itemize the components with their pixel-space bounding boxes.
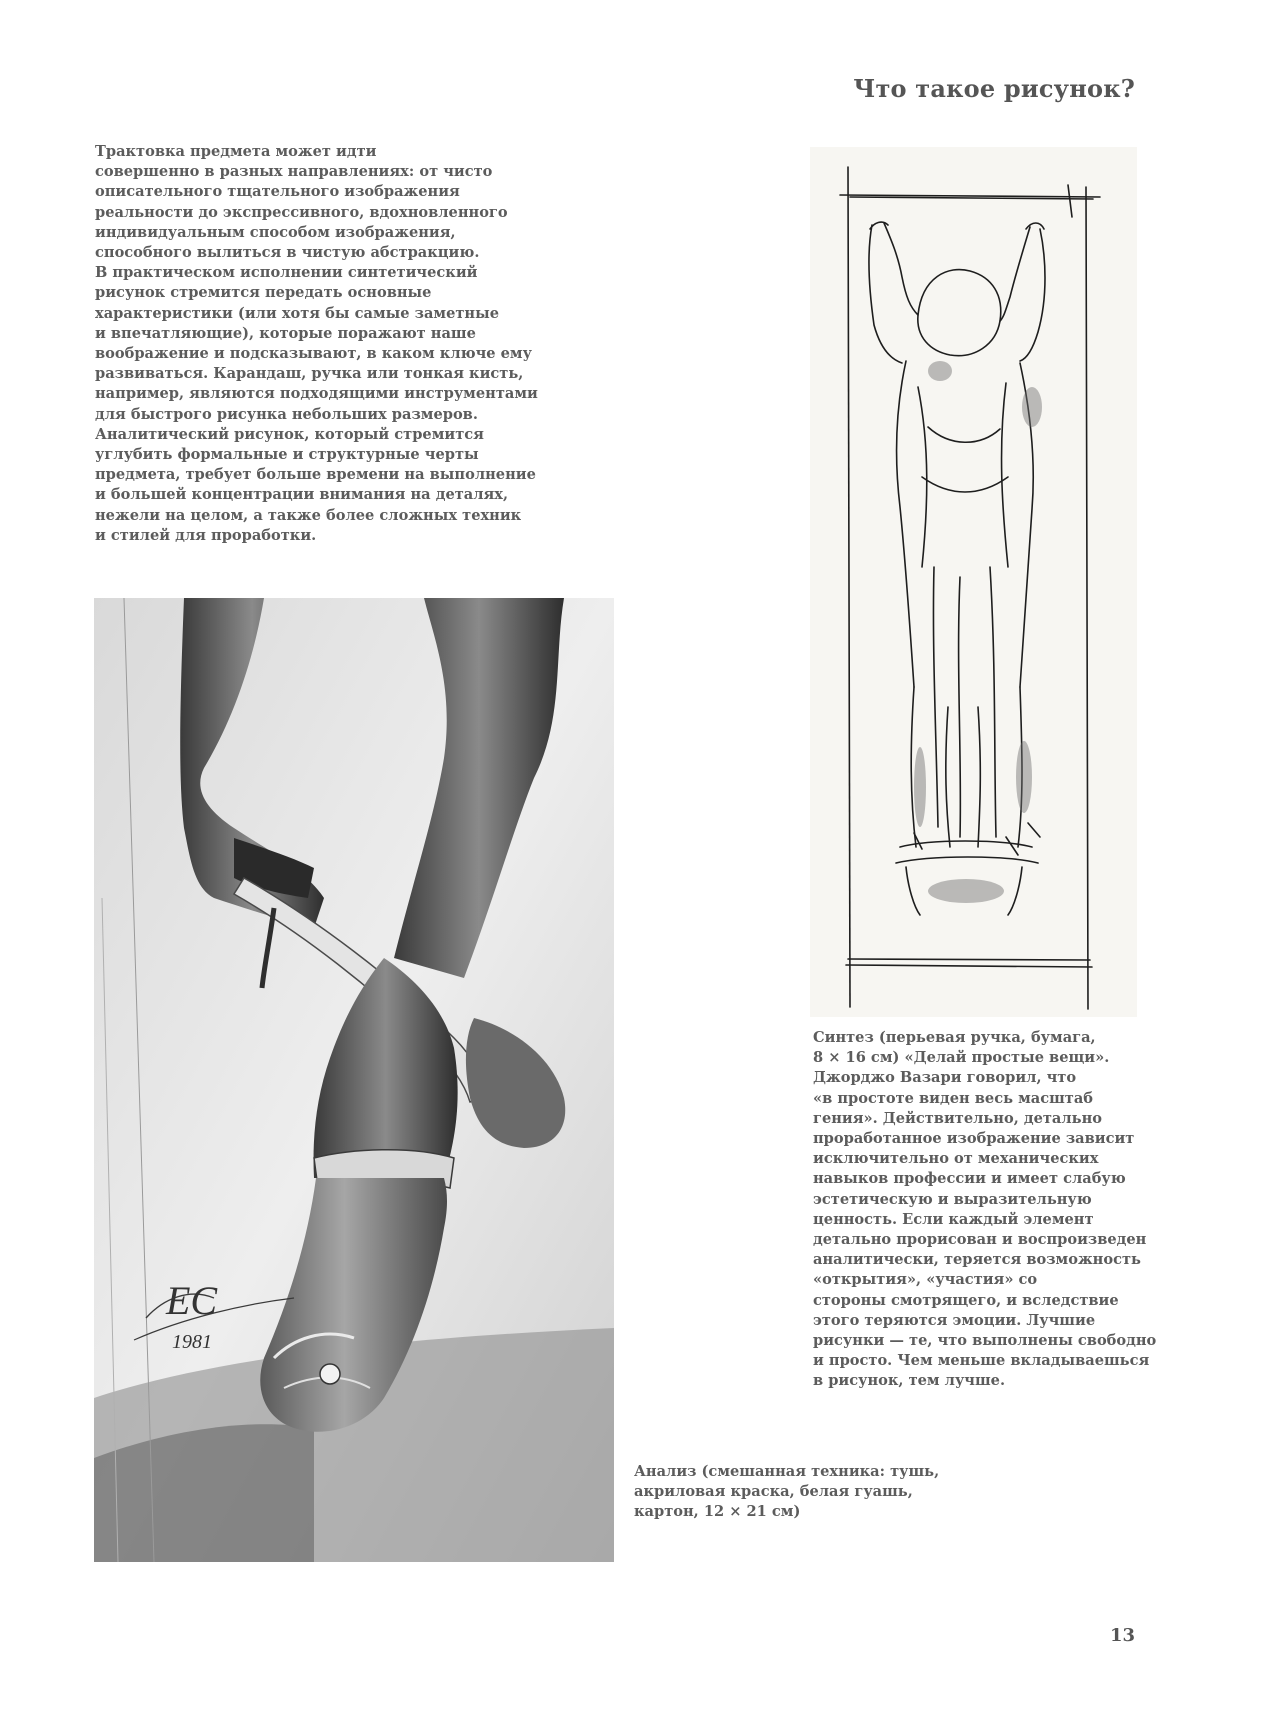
text-line: развиваться. Карандаш, ручка или тонкая кисть, [95,365,524,383]
text-line: рисунки — те, что выполнены свободно [813,1332,1157,1350]
text-line: например, являются подходящими инструментами [95,385,538,403]
text-line: «в простоте виден весь масштаб [813,1089,1094,1107]
text-line: «открытия», «участия» со [813,1271,1038,1289]
chapter-title: Что такое рисунок? [853,74,1135,103]
text-line: описательного тщательного изображения [95,183,460,201]
synthesis-caption [813,1028,1156,1392]
text-line: и большей концентрации внимания на деталях, [95,486,509,504]
text-line: Трактовка предмета может идти [95,143,377,160]
text-line: и стилей для проработки. [95,526,317,544]
text-line: проработанное изображение зависит [813,1130,1135,1148]
text-line: и впечатляющие), которые поражают наше [95,324,476,342]
text-line: навыков профессии и имеет слабую [813,1170,1126,1188]
text-line: Анализ (смешанная техника: тушь, [634,1463,940,1480]
text-line: В практическом исполнении синтетический [95,264,478,282]
text-line: характеристики (или хотя бы самые заметные [95,304,500,322]
text-line: углубить формальные и структурные черты [95,446,479,464]
text-line: картон, 12 × 21 см) [634,1503,801,1521]
text-line: стороны смотрящего, и вследствие [813,1291,1119,1309]
text-line: детально прорисован и воспроизведен [813,1231,1147,1249]
text-line: и просто. Чем меньше вкладываешься [813,1352,1150,1370]
text-line: Аналитический рисунок, который стремится [95,425,484,443]
text-line: гения». Действительно, детально [813,1109,1102,1127]
ballet-shoe-drawing [94,598,614,1562]
signature-year: 1981 [172,1331,212,1353]
signature-initials: EC [166,1278,218,1323]
text-line: Джорджо Вазари говорил, что [813,1069,1077,1087]
text-line: акриловая краска, белая гуашь, [634,1483,913,1501]
text-line: Синтез (перьевая ручка, бумага, [813,1029,1096,1046]
text-line: в рисунок, тем лучше. [813,1372,1006,1390]
text-line: реальности до экспрессивного, вдохновленного [95,203,508,221]
text-line: воображение и подсказывают, в каком ключе ему [95,345,532,363]
text-line: предмета, требует больше времени на выполнение [95,466,536,484]
statue-sketch-drawing [810,147,1137,1017]
text-line: нежели на целом, а также более сложных техник [95,506,522,524]
text-line: исключительно от механических [813,1150,1099,1168]
text-line: индивидуальным способом изображения, [95,223,456,241]
analysis-caption [634,1462,939,1523]
text-line: совершенно в разных направлениях: от чисто [95,163,493,181]
text-line: рисунок стремится передать основные [95,284,432,302]
ballet-shoe-illustration [94,598,614,1562]
text-line: для быстрого рисунка небольших размеров. [95,405,478,423]
text-line: аналитически, теряется возможность [813,1251,1141,1269]
intro-paragraph [95,142,538,546]
text-line: этого теряются эмоции. Лучшие [813,1311,1096,1329]
text-line: 8 × 16 см) «Делай простые вещи». [813,1049,1110,1067]
text-line: ценность. Если каждый элемент [813,1210,1094,1228]
text-line: эстетическую и выразительную [813,1190,1092,1208]
text-line: способного вылиться в чистую абстракцию. [95,244,480,262]
page-number: 13 [1109,1625,1135,1646]
statue-sketch-illustration [810,147,1137,1017]
